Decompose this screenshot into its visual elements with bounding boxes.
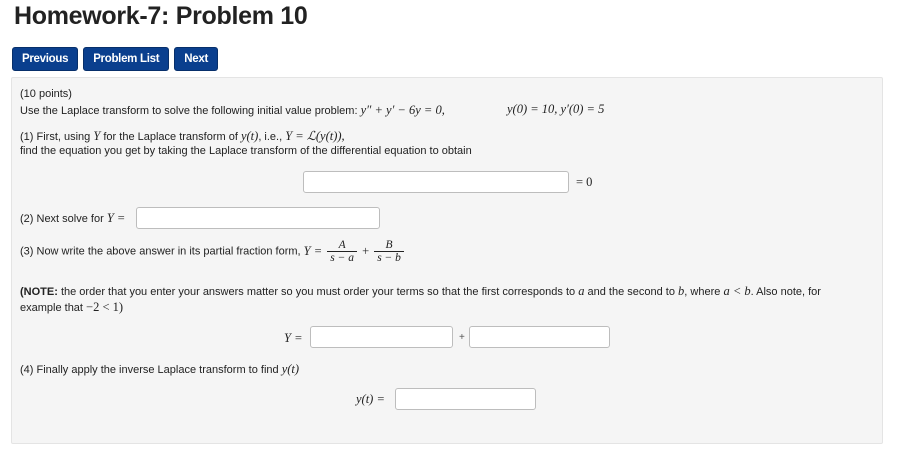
points-label: (10 points) bbox=[20, 88, 72, 100]
fraction-b-denominator: s − b bbox=[377, 252, 401, 264]
part1-yt-symbol: y(t) bbox=[240, 129, 259, 143]
previous-button[interactable]: Previous bbox=[12, 47, 78, 71]
part3-line bbox=[20, 239, 406, 264]
note-text-2: and the second to bbox=[587, 286, 675, 298]
yt-equals-label: y(t) = bbox=[356, 392, 385, 406]
partial-fraction-A-input[interactable] bbox=[310, 326, 453, 348]
fraction-plus: + bbox=[362, 244, 370, 258]
note-line2-inequality: −2 < 1) bbox=[86, 300, 124, 314]
Y-equals-label: Y = bbox=[284, 331, 303, 345]
part1-text-a: (1) First, using bbox=[20, 131, 91, 143]
solve-for-Y-input[interactable] bbox=[136, 207, 380, 229]
problem-panel bbox=[11, 77, 883, 444]
fraction-b-numerator: B bbox=[374, 239, 404, 252]
part4-label: (4) Finally apply the inverse Laplace transform to find bbox=[20, 364, 279, 376]
fraction-b bbox=[374, 239, 404, 264]
note-text-3: , where bbox=[684, 286, 721, 298]
initial-conditions: y(0) = 10, y′(0) = 5 bbox=[507, 102, 605, 116]
partial-fraction-B-input[interactable] bbox=[469, 326, 610, 348]
next-button[interactable]: Next bbox=[174, 47, 218, 71]
laplace-equation-input[interactable] bbox=[303, 171, 569, 193]
part1-line2: find the equation you get by taking the Laplace transform of the differential equation to obtain bbox=[20, 145, 472, 157]
problem-intro-line bbox=[20, 103, 445, 118]
note-text-4: . Also note, for bbox=[750, 286, 821, 298]
note-line2-text: example that bbox=[20, 302, 83, 314]
note-inequality: a < b bbox=[723, 284, 751, 298]
inverse-laplace-input[interactable] bbox=[395, 388, 536, 410]
problem-list-button[interactable]: Problem List bbox=[83, 47, 169, 71]
part4-yt-symbol: y(t) bbox=[281, 362, 300, 376]
note-line2 bbox=[20, 300, 123, 315]
page-title: Homework-7: Problem 10 bbox=[14, 2, 308, 30]
part4-line bbox=[20, 362, 299, 377]
part2-Y-equals: Y = bbox=[106, 211, 126, 225]
equals-zero-label: = 0 bbox=[576, 175, 593, 189]
note-bold: (NOTE: bbox=[20, 286, 58, 298]
fraction-a-denominator: s − a bbox=[330, 252, 354, 264]
ode-equation: y″ + y′ − 6y = 0, bbox=[360, 103, 445, 117]
note-b-symbol: b bbox=[678, 284, 685, 298]
note-a-symbol: a bbox=[578, 284, 585, 298]
fraction-a bbox=[327, 239, 357, 264]
part1-text-c: , i.e., bbox=[258, 131, 283, 143]
part1-definition: Y = ℒ(y(t)), bbox=[285, 129, 345, 143]
note-text-1: the order that you enter your answers matter so you must order your terms so that the first corresponds to bbox=[60, 286, 576, 298]
part1-Y-symbol: Y bbox=[93, 129, 101, 143]
part2-label: (2) Next solve for bbox=[20, 213, 104, 225]
part2-line bbox=[20, 211, 125, 226]
problem-intro: Use the Laplace transform to solve the following initial value problem: bbox=[20, 105, 358, 117]
problem-navigation bbox=[12, 47, 218, 71]
part1-line1 bbox=[20, 128, 345, 144]
part3-label: (3) Now write the above answer in its partial fraction form, bbox=[20, 245, 301, 258]
fraction-a-numerator: A bbox=[327, 239, 357, 252]
part3-Y-equals: Y = bbox=[303, 244, 323, 258]
part1-text-b: for the Laplace transform of bbox=[103, 131, 238, 143]
note-line1 bbox=[20, 284, 821, 299]
partial-fraction-plus: + bbox=[459, 332, 465, 343]
